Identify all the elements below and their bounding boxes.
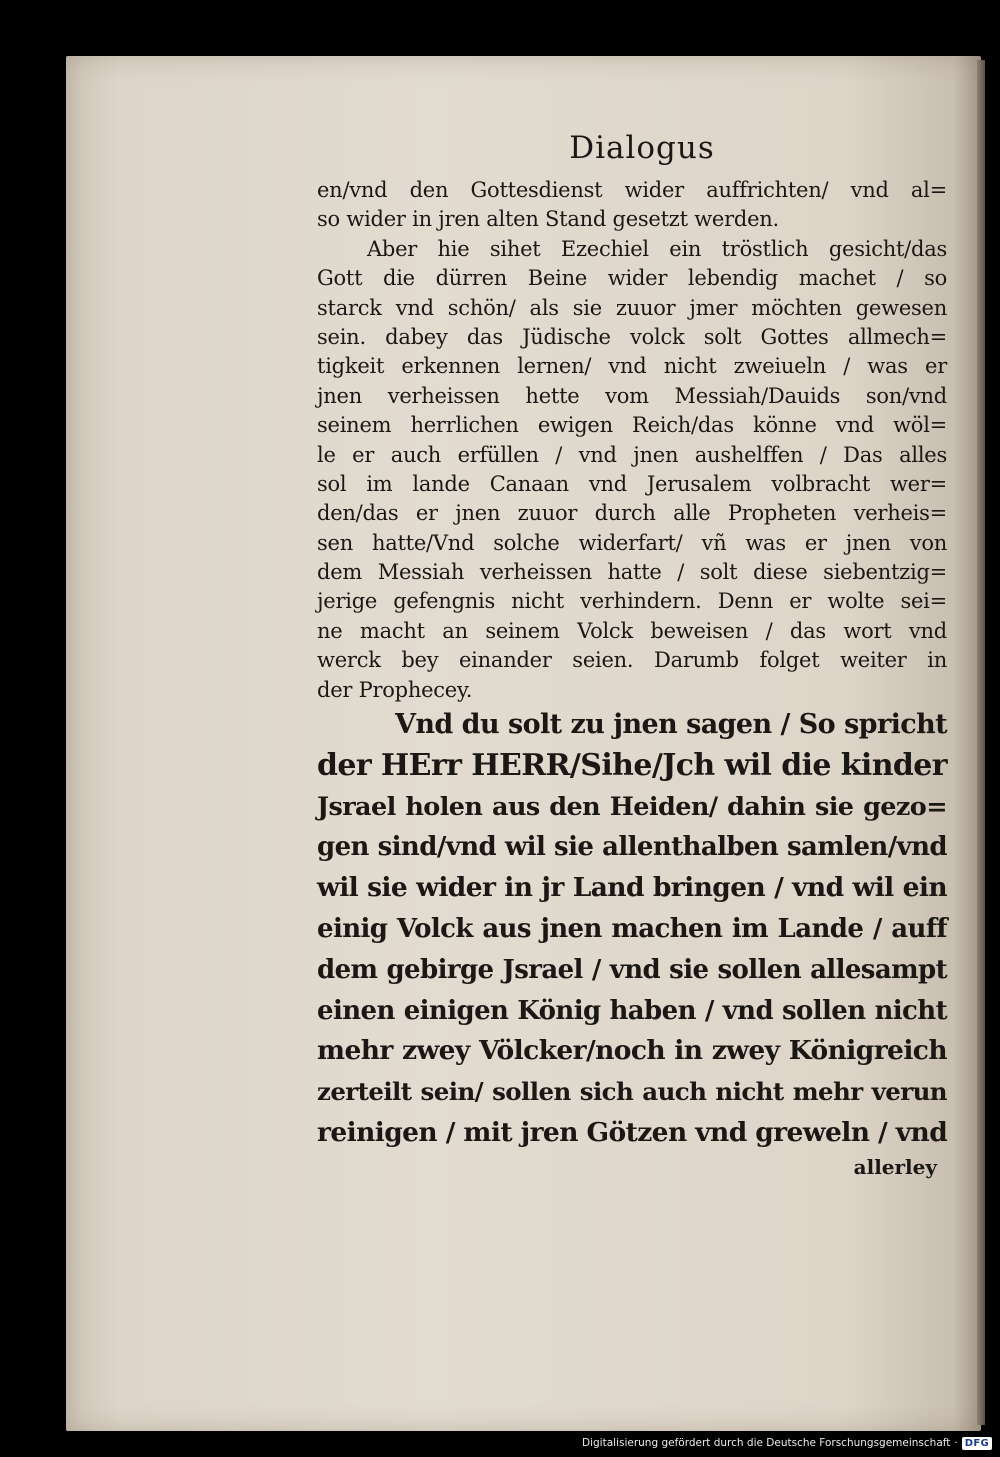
commentary-line: der Prophecey. bbox=[317, 677, 473, 702]
scripture-line: Vnd du solt zu jnen sagen / So spricht bbox=[395, 709, 947, 741]
footer-separator: · bbox=[954, 1437, 958, 1449]
page-text bbox=[317, 128, 947, 1180]
commentary-line: starck vnd schön/ als sie zuuor jmer möchten gewesen bbox=[317, 295, 947, 320]
catchword: allerley bbox=[853, 1154, 937, 1179]
commentary-line: ne macht an seinem Volck beweisen / das wort vnd bbox=[317, 618, 947, 643]
commentary-line: so wider in jren alten Stand gesetzt werden. bbox=[317, 207, 779, 232]
scripture-line: Jsrael holen aus den Heiden/ dahin sie gezo= bbox=[317, 791, 947, 822]
commentary-line: den/das er jnen zuuor durch alle Propheten verheis= bbox=[317, 501, 947, 526]
commentary-line: Aber hie sihet Ezechiel ein tröstlich gesicht/das bbox=[367, 236, 947, 261]
commentary-line: sein. dabey das Jüdische volck solt Gottes allmech= bbox=[317, 324, 947, 349]
commentary-line: en/vnd den Gottesdienst wider auffrichten/ vnd al= bbox=[317, 178, 947, 202]
scripture-line: der HErr HERR/Sihe/Jch wil die kinder bbox=[317, 747, 947, 783]
page-edge bbox=[977, 60, 985, 1425]
scripture-line: reinigen / mit jren Götzen vnd greweln / vnd bbox=[317, 1117, 948, 1148]
scripture-line: mehr zwey Völcker/noch in zwey Königreich bbox=[317, 1035, 947, 1067]
scripture-line: wil sie wider in jr Land bringen / vnd wil ein bbox=[317, 872, 947, 904]
commentary-line: dem Messiah verheissen hatte / solt diese siebentzig= bbox=[317, 560, 947, 585]
commentary-line: sen hatte/Vnd solche widerfart/ vñ was er jnen von bbox=[317, 530, 947, 555]
scripture-line: dem gebirge Jsrael / vnd sie sollen allesampt bbox=[317, 954, 947, 985]
commentary-line: sol im lande Canaan vnd Jerusalem volbracht wer= bbox=[317, 471, 947, 496]
running-head: Dialogus bbox=[569, 130, 715, 166]
commentary-line: seinem herrlichen ewigen Reich/das könne vnd wöl= bbox=[317, 413, 947, 438]
scripture-line: gen sind/vnd wil sie allenthalben samlen/vnd bbox=[317, 832, 947, 863]
commentary-line: Gott die dürren Beine wider lebendig machet / so bbox=[317, 266, 947, 291]
commentary-line: le er auch erfüllen / vnd jnen aushelffen / Das alles bbox=[317, 442, 947, 467]
scripture-line: einen einigen König haben / vnd sollen nicht bbox=[317, 995, 947, 1026]
funding-text: Digitalisierung gefördert durch die Deutsche Forschungsgemeinschaft bbox=[582, 1437, 951, 1449]
funding-footer bbox=[582, 1433, 992, 1453]
commentary-line: tigkeit erkennen lernen/ vnd nicht zweiueln / was er bbox=[317, 354, 947, 379]
commentary-line: jerige gefengnis nicht verhindern. Denn er wolte sei= bbox=[317, 589, 947, 614]
scripture-line: einig Volck aus jnen machen im Lande / auff bbox=[317, 914, 947, 945]
scripture-block bbox=[317, 705, 947, 1154]
commentary-block bbox=[317, 176, 947, 705]
commentary-line: werck bey einander seien. Darumb folget weiter in bbox=[317, 648, 947, 673]
dfg-logo-icon: DFG bbox=[962, 1437, 992, 1450]
scripture-line: zerteilt sein/ sollen sich auch nicht mehr verun bbox=[317, 1077, 947, 1107]
commentary-line: jnen verheissen hette vom Messiah/Dauids son/vnd bbox=[317, 383, 947, 408]
